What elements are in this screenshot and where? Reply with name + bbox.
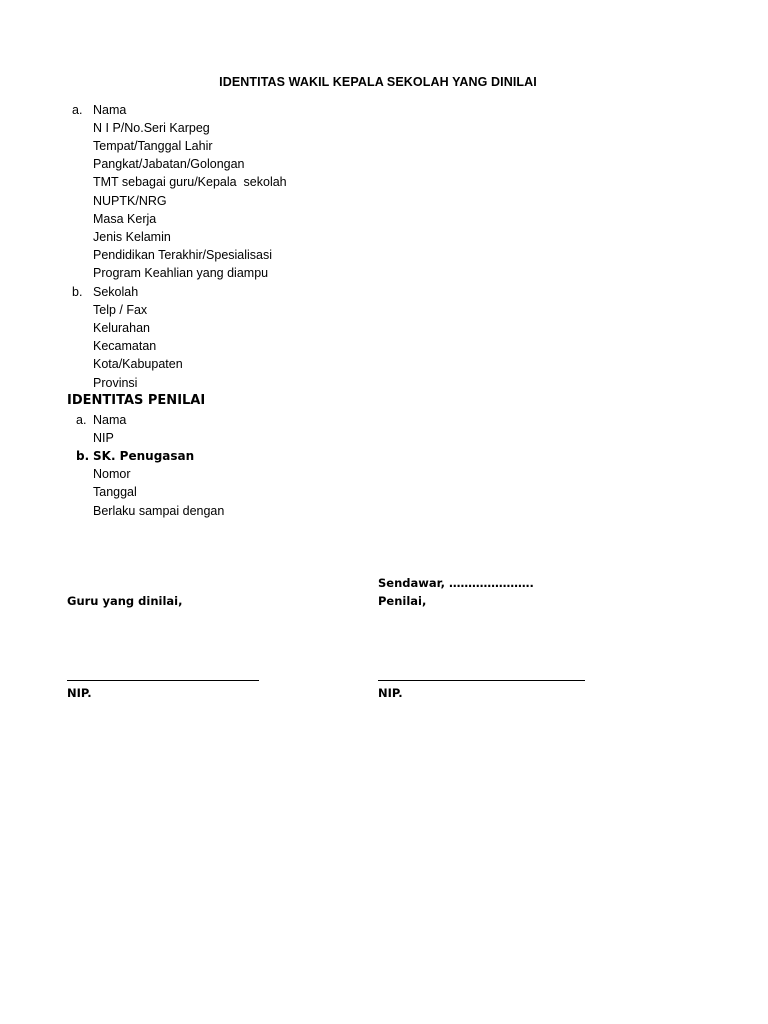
field-sekolah: Sekolah [93,285,139,299]
field-program-keahlian: Program Keahlian yang diampu [93,266,269,280]
signature-right-nip: NIP. [378,686,403,700]
signature-right-label: Penilai, [378,594,427,608]
field-kecamatan: Kecamatan [93,339,157,353]
penilai-field-tanggal: Tanggal [93,485,137,499]
field-pangkat-jabatan-golongan: Pangkat/Jabatan/Golongan [93,157,245,171]
penilai-sk-penugasan: SK. Penugasan [93,449,195,463]
field-masa-kerja: Masa Kerja [93,212,157,226]
signature-left-nip: NIP. [67,686,92,700]
penilai-b-marker: b. [76,449,90,463]
field-kota-kabupaten: Kota/Kabupaten [93,357,183,371]
field-provinsi: Provinsi [93,376,138,390]
signature-left-label: Guru yang dinilai, [67,594,183,608]
penilai-field-nama: Nama [93,413,127,427]
field-nama: Nama [93,103,127,117]
field-tmt: TMT sebagai guru/Kepala sekolah [93,175,287,189]
field-jenis-kelamin: Jenis Kelamin [93,230,171,244]
field-pendidikan-terakhir: Pendidikan Terakhir/Spesialisasi [93,248,273,262]
field-kelurahan: Kelurahan [93,321,150,335]
section-a-marker: a. [72,103,83,117]
field-nuptk-nrg: NUPTK/NRG [93,194,167,208]
field-nip-karpeg: N I P/No.Seri Karpeg [93,121,210,135]
field-tempat-tanggal-lahir: Tempat/Tanggal Lahir [93,139,213,153]
penilai-heading: IDENTITAS PENILAI [67,393,206,408]
place-date: Sendawar, …………………. [378,576,534,590]
signature-left-line [67,680,259,681]
penilai-a-marker: a. [76,413,87,427]
penilai-field-berlaku: Berlaku sampai dengan [93,504,225,518]
penilai-field-nomor: Nomor [93,467,131,481]
document-title: IDENTITAS WAKIL KEPALA SEKOLAH YANG DINILAI [219,75,537,89]
field-telp-fax: Telp / Fax [93,303,148,317]
penilai-field-nip: NIP [93,431,114,445]
section-b-marker: b. [72,285,83,299]
signature-right-line [378,680,585,681]
